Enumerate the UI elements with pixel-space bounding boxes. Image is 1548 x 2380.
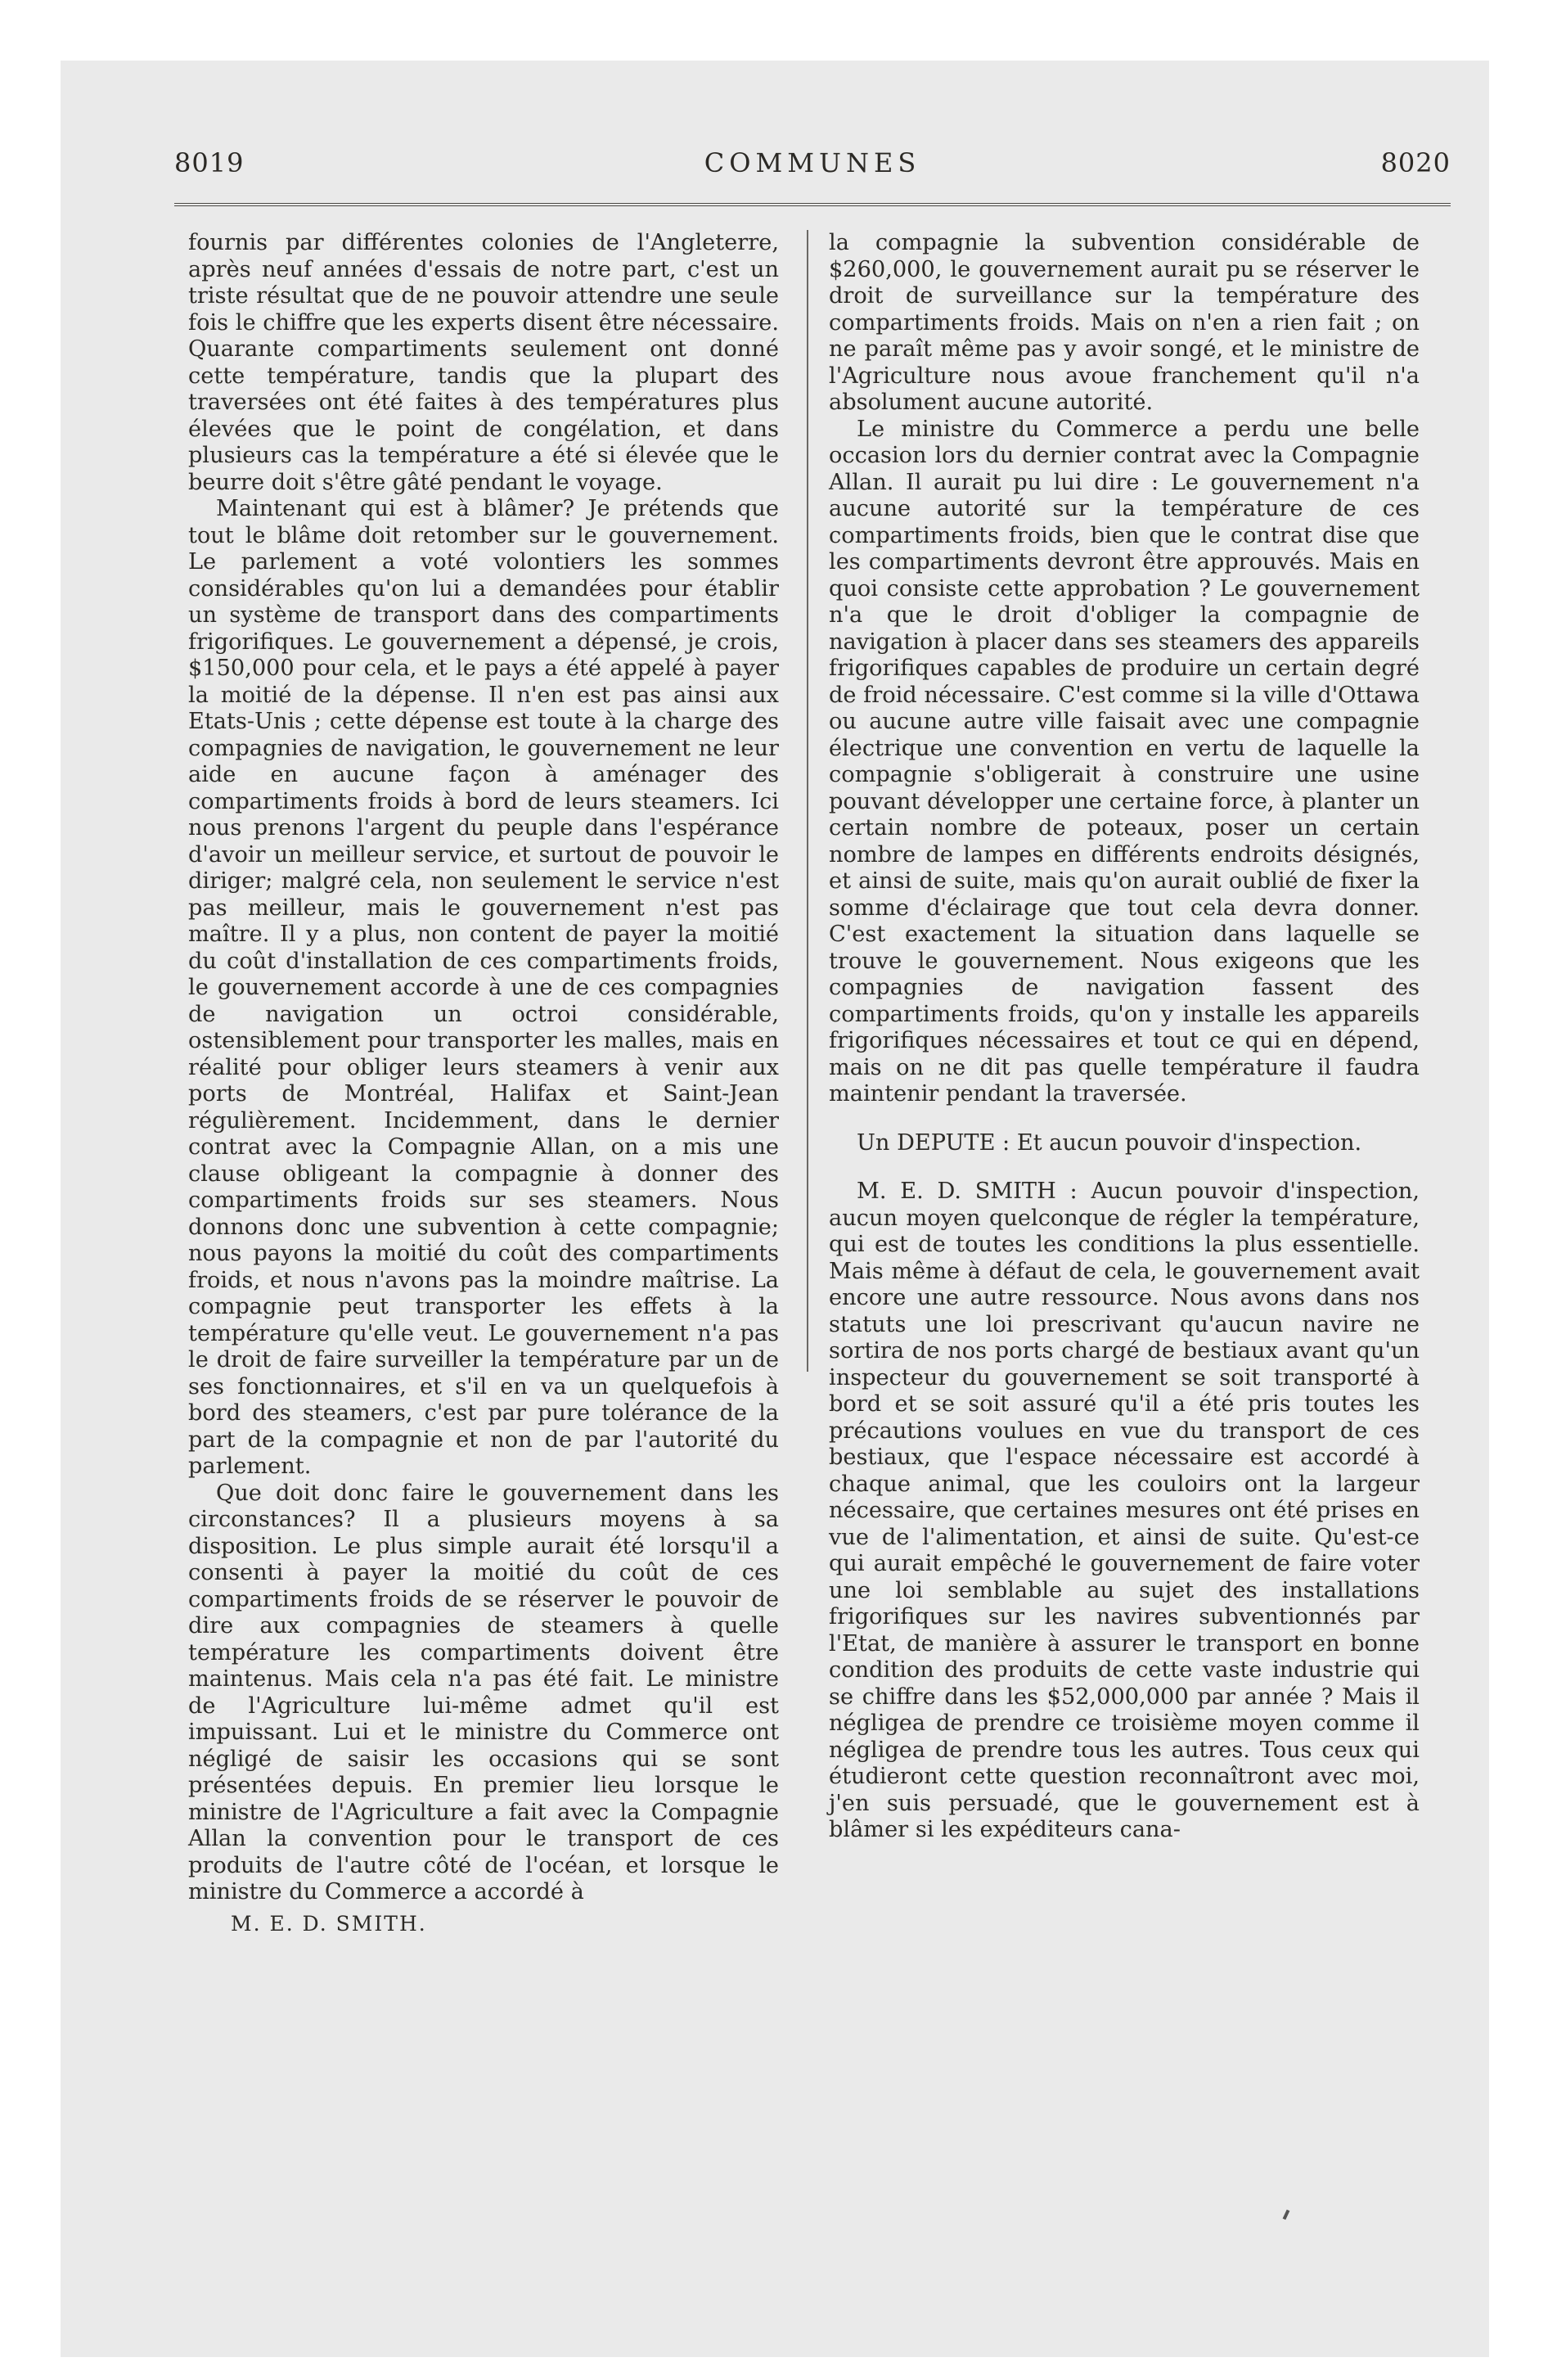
speaker-running-name: M. E. D. SMITH. bbox=[231, 1911, 427, 1936]
column-divider bbox=[807, 230, 808, 1372]
left-paragraph-3: Que doit donc faire le gouvernement dans les circonstances? Il a plusieurs moyens à sa disposition. Le plus simple aurait été lorsqu'il a consenti à payer la moitié du coût de ces compartiments froids de se réserver le pouvoir de dire aux compagnies de steamers à quelle température les compartiments doivent être maintenus. Mais cela n'a pas été fait. Le ministre de l'Agriculture lui-même admet qu'il est impuissant. Lui et le ministre du Commerce ont négligé de saisir les occasions qui se sont présentées depuis. En premier lieu lorsque le ministre de l'Agriculture a fait avec la Compagnie Allan la convention pour le transport de ces produits de l'autre côté de l'océan, et lorsque le ministre du Commerce a accordé à bbox=[188, 1480, 779, 1904]
right-paragraph-3: M. E. D. SMITH : Aucun pouvoir d'inspection, aucun moyen quelconque de régler la température, qui est de toutes les conditions la plus essentielle. Mais même à défaut de cela, le gouvernement avait encore une autre ressource. Nous avons dans nos statuts une loi prescrivant qu'aucun navire ne sortira de nos ports chargé de bestiaux avant qu'un inspecteur du gouvernement se soit transporté à bord et se soit assuré qu'il a été pris toutes les précautions voulues en vue du transport de ces bestiaux, que l'espace nécessaire est accordé à chaque animal, que les couloirs ont la largeur nécessaire, que certaines mesures ont été prises en vue de l'alimentation, et ainsi de suite. Qu'est-ce qui aurait empêché le gouvernement de faire voter une loi semblable au sujet des installations frigorifiques sur les navires subventionnés par l'Etat, de manière à assurer le transport en bonne condition des produits de cette vaste industrie qui se chiffre dans les $52,000,000 par année ? Mais il négligea de prendre ce troisième moyen comme il négligea de prendre tous les autres. Tous ceux qui étudieront cette question reconnaîtront avec moi, j'en suis persuadé, que le gouvernement est à blâmer si les expéditeurs cana- bbox=[829, 1179, 1420, 1842]
left-paragraph-2: Maintenant qui est à blâmer? Je prétends que tout le blâme doit retomber sur le gouvernement. Le parlement a voté volontiers les sommes considérables qu'on lui a demandées pour établir un système de transport dans des compartiments frigorifiques. Le gouvernement a dépensé, je crois, $150,000 pour cela, et le pays a été appelé à payer la moitié de la dépense. Il n'en est pas ainsi aux Etats-Unis ; cette dépense est toute à la charge des compagnies de navigation, le gouvernement ne leur aide en aucune façon à aménager des compartiments froids à bord de leurs steamers. Ici nous prenons l'argent du peuple dans l'espérance d'avoir un meilleur service, et surtout de pouvoir le diriger; malgré cela, non seulement le service n'est pas meilleur, mais le gouvernement n'est pas maître. Il y a plus, non content de payer la moitié du coût d'installation de ces compartiments froids, le gouvernement accorde à une de ces compagnies de navigation un octroi considérable, ostensiblement pour transporter les malles, mais en réalité pour obliger leurs steamers à venir aux ports de Montréal, Halifax et Saint-Jean régulièrement. Incidemment, dans le dernier contrat avec la Compagnie Allan, on a mis une clause obligeant la compagnie à donner des compartiments froids sur ses steamers. Nous donnons donc une subvention à cette compagnie; nous payons la moitié du coût des compartiments froids, et nous n'avons pas la moindre maîtrise. La compagnie peut transporter les effets à la température qu'elle veut. Le gouvernement n'a pas le droit de faire surveiller la température par un de ses fonctionnaires, et s'il en va un quelquefois à bord des steamers, c'est par pure tolérance de la part de la compagnie et non de par l'autorité du parlement. bbox=[188, 496, 779, 1479]
hansard-page bbox=[174, 136, 1451, 2256]
right-column bbox=[829, 230, 1420, 1844]
right-paragraph-1: la compagnie la subvention considérable de $260,000, le gouvernement aurait pu se réserver le droit de surveillance sur la température des compartiments froids. Mais on n'en a rien fait ; on ne paraît même pas y avoir songé, et le ministre de l'Agriculture nous avoue franchement qu'il n'a absolument aucune autorité. bbox=[829, 230, 1420, 415]
deputy-interjection: Un DEPUTE : Et aucun pouvoir d'inspection. bbox=[857, 1129, 1362, 1156]
right-paragraph-2: Le ministre du Commerce a perdu une belle occasion lors du dernier contrat avec la Compagnie Allan. Il aurait pu lui dire : Le gouvernement n'a aucune autorité sur la température de ces compartiments froids, bien que le contrat dise que les compartiments devront être approuvés. Mais en quoi consiste cette approbation ? Le gouvernement n'a que le droit d'obliger la compagnie de navigation à placer dans ses steamers des appareils frigorifiques capables de produire un certain degré de froid nécessaire. C'est comme si la ville d'Ottawa ou aucune autre ville faisait avec une compagnie électrique une convention en vertu de laquelle la compagnie s'obligerait à construire une usine pouvant développer une certaine force, à planter un certain nombre de poteaux, poser un certain nombre de lampes en différents endroits désignés, et ainsi de suite, mais qu'on aurait oublié de fixer la somme d'éclairage que tout cela devra donner. C'est exactement la situation dans laquelle se trouve le gouvernement. Nous exigeons que les compagnies de navigation fassent des compartiments froids, qu'on y installe les appareils frigorifiques nécessaires et tout ce qui en dépend, mais on ne dit pas quelle température il faudra maintenir pendant la traversée. bbox=[829, 416, 1420, 1107]
page-number-right: 8020 bbox=[1380, 147, 1451, 178]
page-header bbox=[174, 136, 1451, 185]
header-rule bbox=[174, 203, 1451, 206]
text-columns bbox=[174, 230, 1451, 2256]
page-number-left: 8019 bbox=[174, 147, 245, 178]
left-column bbox=[188, 230, 779, 1937]
page-title: COMMUNES bbox=[704, 147, 921, 178]
left-paragraph-1: fournis par différentes colonies de l'Angleterre, après neuf années d'essais de notre part, c'est un triste résultat que de ne pouvoir attendre une seule fois le chiffre que les experts disent être nécessaire. Quarante compartiments seulement ont donné cette température, tandis que la plupart des traversées ont été faites à des températures plus élevées que le point de congélation, et dans plusieurs cas la température a été si élevée que le beurre doit s'être gâté pendant le voyage. bbox=[188, 230, 779, 495]
